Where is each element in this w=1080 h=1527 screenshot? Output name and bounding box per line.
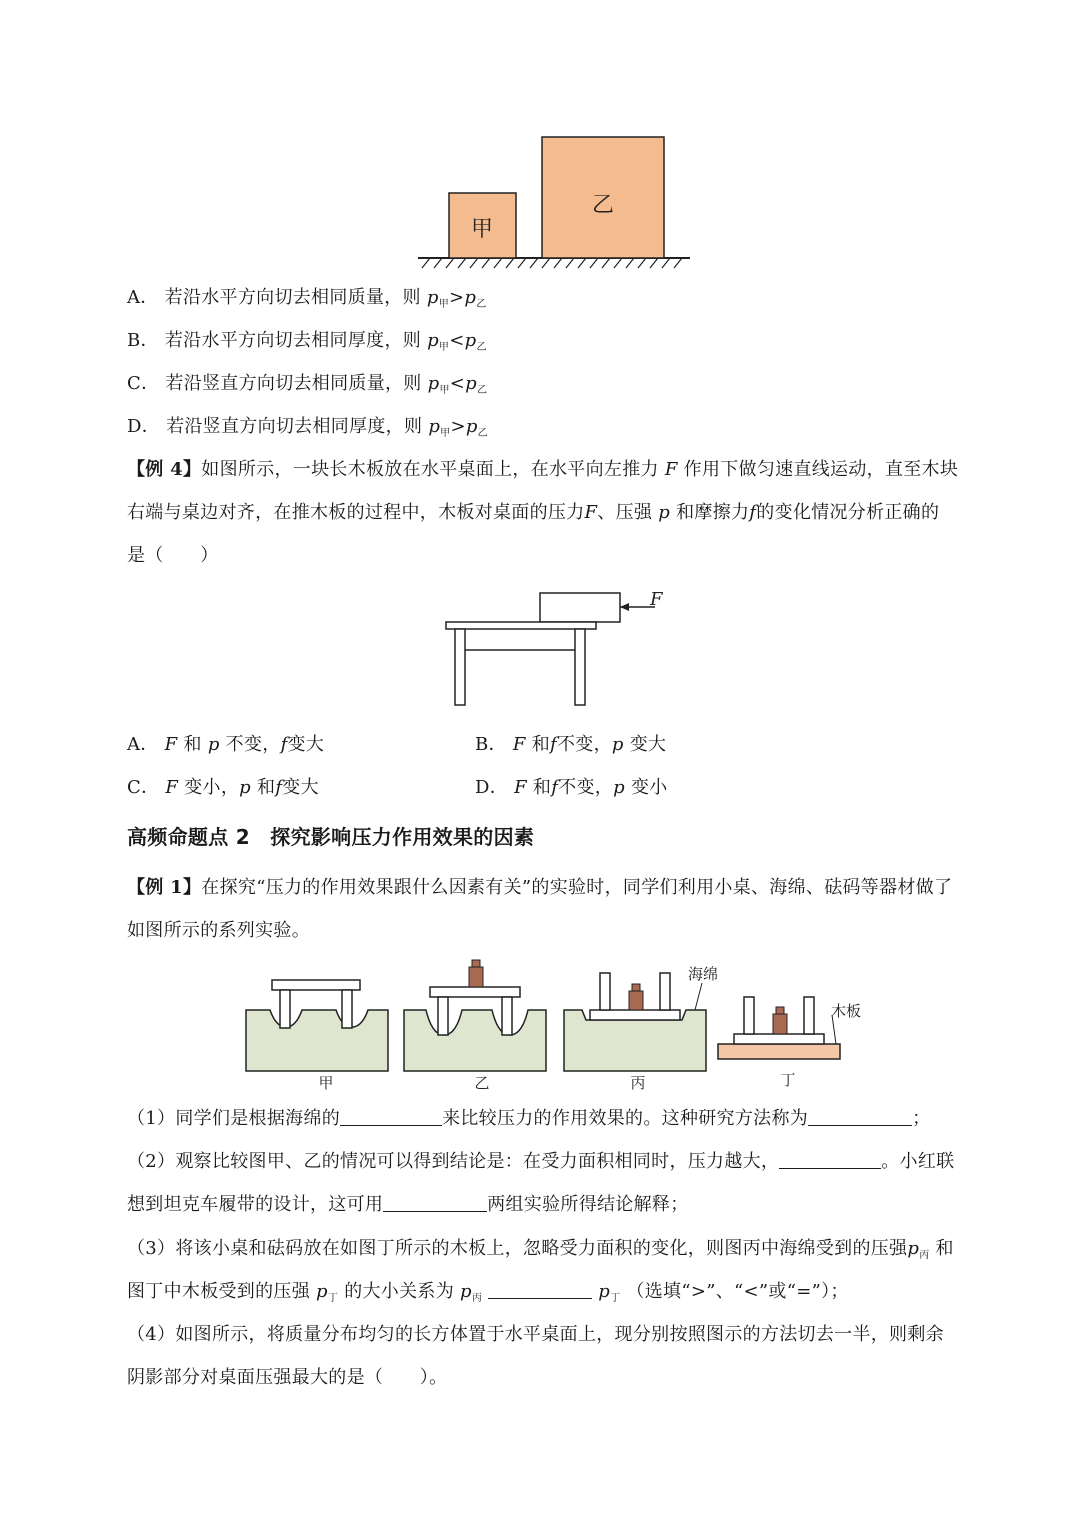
experiment-jia: [246, 980, 388, 1092]
answer-blank-3[interactable]: [779, 1150, 881, 1169]
table-figure: [440, 585, 680, 710]
wood-board: [540, 593, 620, 622]
question-1: （1）同学们是根据海绵的 来比较压力的作用效果的。这种研究方法称为 ；: [127, 1108, 931, 1129]
answer-blank-2[interactable]: [808, 1107, 912, 1126]
question-2: （2）观察比较图甲、乙的情况可以得到结论是：在受力面积相同时，压力越大， 。小红联: [127, 1151, 955, 1172]
prev-option-c: C． 若沿竖直方向切去相同质量，则 $p_甲<p_乙$: [127, 373, 488, 396]
experiment-ding-label: 丁: [780, 1071, 796, 1089]
sponge-experiment-figure: [240, 955, 862, 1095]
question-2-cont: 想到坦克车履带的设计，这可用 两组实验所得结论解释；: [127, 1194, 689, 1215]
table-leg-right: [575, 629, 585, 705]
experiment-yi: [404, 960, 546, 1092]
experiment-jia-label: 甲: [318, 1074, 334, 1092]
example4-option-c: C． F 变小，p 和f变大: [127, 777, 319, 798]
block-jia-label: 甲: [470, 217, 494, 242]
prev-option-b: B． 若沿水平方向切去相同厚度，则 $p_甲<p_乙$: [127, 330, 487, 353]
table-top: [446, 622, 596, 629]
board-label: 木板: [831, 1002, 862, 1020]
example4-option-d: D． F 和f不变，p 变小: [475, 777, 668, 798]
blocks-figure: [410, 130, 700, 275]
example1-line1: 【例 1】在探究“压力的作用效果跟什么因素有关”的实验时，同学们利用小桌、海绵、砝码等器材做了: [127, 877, 953, 898]
example4-line3: 是（ ）: [127, 545, 219, 566]
experiment-ding: [718, 997, 861, 1089]
question-4: （4）如图所示，将质量分布均匀的长方体置于水平桌面上，现分别按照图示的方法切去一半，则剩余: [127, 1324, 944, 1345]
question-3-cont: 图丁中木板受到的压强 $p_丁$ 的大小关系为 $p_丙$ $p_丁$ （选填“>”、“<”或“=”）；: [127, 1281, 849, 1304]
example4-option-b: B． F 和f不变，p 变大: [475, 734, 667, 755]
experiment-bing-label: 丙: [630, 1074, 646, 1092]
experiment-yi-label: 乙: [474, 1074, 490, 1092]
example4-option-a: A． F 和 p 不变，f变大: [127, 734, 325, 755]
weight-icon: [773, 1014, 787, 1034]
experiment-bing: [564, 965, 718, 1092]
section-heading: 高频命题点 2 探究影响压力作用效果的因素: [127, 825, 535, 849]
prev-option-d: D． 若沿竖直方向切去相同厚度，则 $p_甲>p_乙$: [127, 416, 488, 439]
wood-board-ding: [718, 1044, 840, 1059]
block-yi-label: 乙: [591, 193, 615, 218]
sponge-label: 海绵: [688, 965, 719, 983]
answer-blank-1[interactable]: [340, 1107, 442, 1126]
example4-line1: 【例 4】如图所示，一块长木板放在水平桌面上，在水平向左推力 F 作用下做匀速直线运动，直至木块: [127, 459, 959, 480]
question-4-cont: 阴影部分对桌面压强最大的是（ ）。: [127, 1367, 448, 1388]
weight-icon: [469, 967, 483, 987]
example4-line2: 右端与桌边对齐，在推木板的过程中，木板对桌面的压力F、压强 p 和摩擦力f的变化情况分析正确的: [127, 502, 940, 523]
weight-icon: [629, 991, 643, 1010]
prev-option-a: A． 若沿水平方向切去相同质量，则 $p_甲>p_乙$: [127, 287, 487, 310]
example1-line2: 如图所示的系列实验。: [127, 920, 310, 941]
answer-blank-4[interactable]: [383, 1193, 487, 1212]
force-label: F: [650, 589, 663, 610]
answer-blank-5[interactable]: [488, 1280, 592, 1299]
question-3: （3）将该小桌和砝码放在如图丁所示的木板上，忽略受力面积的变化，则图丙中海绵受到的压强$p_丙$ 和: [127, 1238, 954, 1261]
table-leg-left: [455, 629, 465, 705]
